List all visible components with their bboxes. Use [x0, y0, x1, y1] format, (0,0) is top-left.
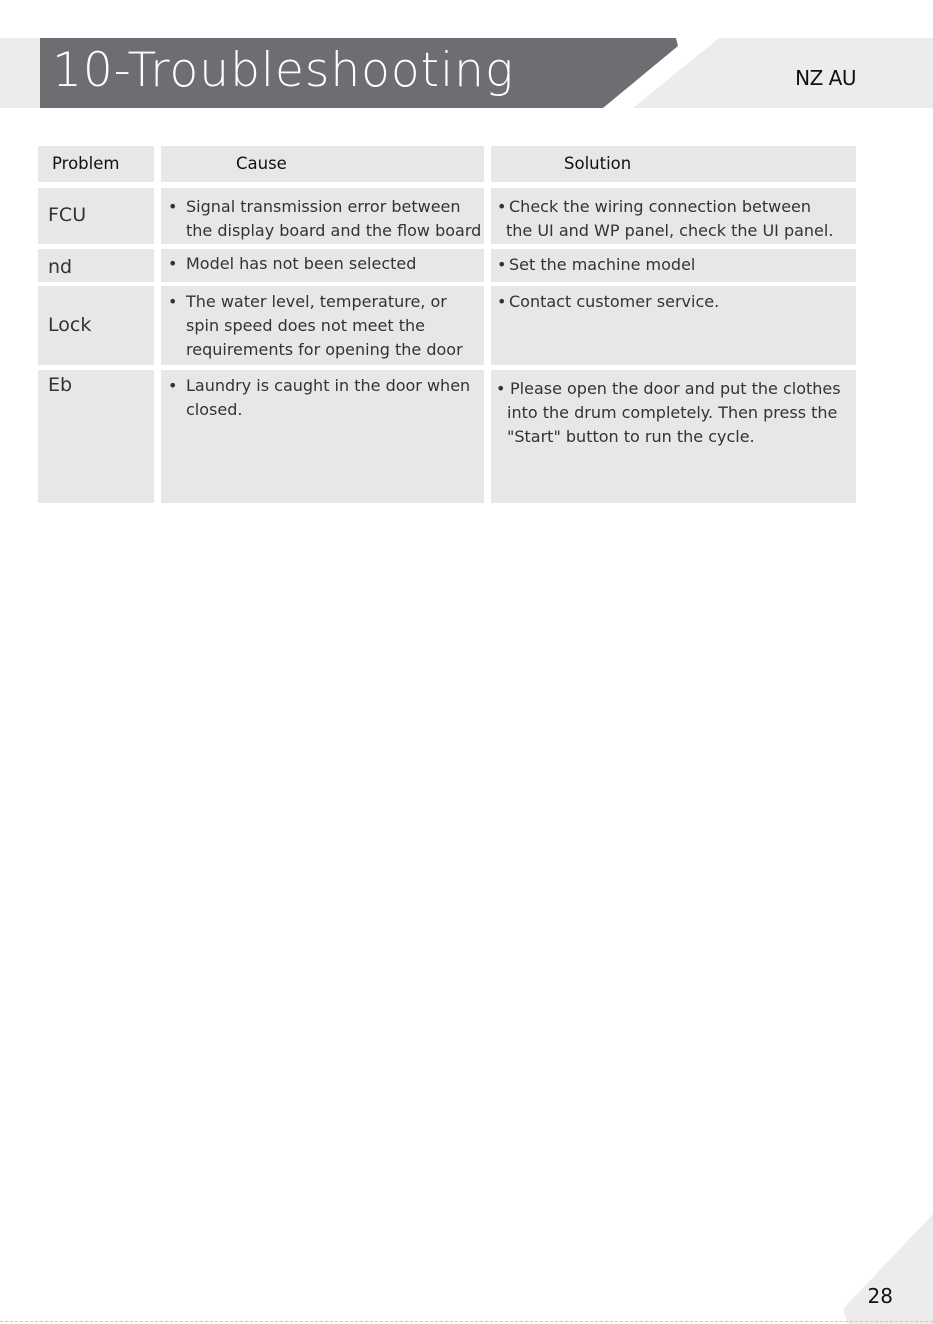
cause-line: • Laundry is caught in the door when — [168, 374, 470, 398]
bullet-icon: • — [168, 254, 178, 273]
left-edge-tab — [0, 38, 40, 108]
bullet-icon: • — [168, 292, 178, 311]
header-problem: Problem — [38, 146, 154, 182]
region-label: NZ AU — [795, 66, 856, 90]
cause-line: requirements for opening the door — [186, 340, 463, 359]
cause-line: spin speed does not meet the — [186, 316, 425, 335]
bullet-icon: • — [168, 197, 178, 216]
bottom-divider — [0, 1321, 933, 1323]
solution-line: • Check the wiring connection between — [497, 195, 811, 219]
cause-line: • Model has not been selected — [168, 252, 416, 276]
solution-cell-eb — [491, 370, 856, 503]
page-title: 10-Troubleshooting — [52, 43, 515, 98]
bullet-icon: • — [497, 197, 507, 216]
header-solution: Solution — [491, 146, 856, 182]
problem-cell-eb: Eb — [38, 370, 154, 503]
problem-cell-nd: nd — [38, 249, 154, 282]
solution-line: the UI and WP panel, check the UI panel. — [506, 221, 834, 240]
bullet-icon: • — [168, 376, 178, 395]
solution-cell-fcu — [491, 188, 856, 244]
cause-line: • Signal transmission error between — [168, 195, 461, 219]
cause-cell-fcu — [161, 188, 484, 244]
solution-line: • Please open the door and put the clothes — [496, 377, 841, 401]
cause-cell-nd — [161, 249, 484, 282]
cause-line: • The water level, temperature, or — [168, 290, 447, 314]
solution-cell-nd — [491, 249, 856, 282]
page-number: 28 — [867, 1284, 893, 1308]
bullet-icon: • — [496, 379, 506, 398]
cause-line: closed. — [186, 400, 243, 419]
problem-cell-fcu: FCU — [38, 188, 154, 244]
cause-line: the display board and the flow board — [186, 221, 482, 240]
solution-cell-lock — [491, 286, 856, 365]
bullet-icon: • — [497, 255, 507, 274]
bullet-icon: • — [497, 292, 507, 311]
solution-line: into the drum completely. Then press the — [507, 403, 838, 422]
problem-cell-lock: Lock — [38, 286, 154, 365]
cause-cell-eb — [161, 370, 484, 503]
solution-line: • Set the machine model — [497, 253, 695, 277]
region-tab — [633, 38, 933, 108]
solution-line: • Contact customer service. — [497, 290, 719, 314]
header-cause: Cause — [161, 146, 484, 182]
cause-cell-lock — [161, 286, 484, 365]
solution-line: "Start" button to run the cycle. — [507, 427, 755, 446]
